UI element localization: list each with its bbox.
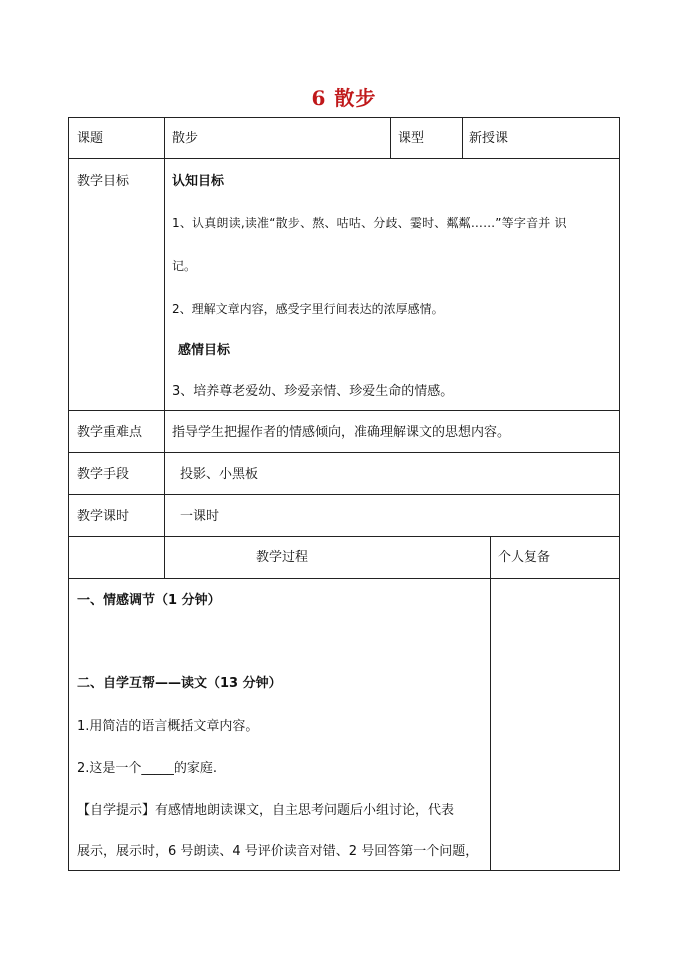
process-header: 教学过程 bbox=[256, 550, 309, 565]
section-2-heading: 二、自学互帮——读文（13 分钟） bbox=[77, 676, 282, 691]
objective-item-1: 1、认真朗读,读准“散步、熬、咕咕、分歧、霎时、粼粼……”等字音并 识 bbox=[172, 216, 567, 230]
column-divider bbox=[462, 117, 463, 159]
table-border-right bbox=[619, 117, 620, 871]
question-1: 1.用简洁的语言概括文章内容。 bbox=[77, 719, 259, 734]
row-divider bbox=[68, 578, 620, 579]
column-divider bbox=[390, 117, 391, 159]
means-value: 投影、小黑板 bbox=[180, 467, 259, 482]
label-objectives: 教学目标 bbox=[77, 174, 130, 189]
hours-value: 一课时 bbox=[180, 509, 220, 524]
self-study-hint: 【自学提示】有感情地朗读课文，自主思考问题后小组讨论，代表 bbox=[77, 803, 455, 818]
objective-item-1-cont: 记。 bbox=[172, 259, 197, 273]
type-value: 新授课 bbox=[469, 131, 509, 146]
question-2: 2.这是一个_____的家庭. bbox=[77, 761, 218, 776]
column-divider bbox=[490, 536, 491, 871]
objective-item-2: 2、理解文章内容，感受字里行间表达的浓厚感情。 bbox=[172, 302, 444, 316]
row-divider bbox=[68, 452, 620, 453]
section-1-heading: 一、情感调节（1 分钟） bbox=[77, 593, 221, 608]
row-divider bbox=[68, 494, 620, 495]
emotional-heading: 感情目标 bbox=[178, 343, 231, 358]
lesson-plan-table bbox=[68, 117, 620, 871]
key-points-value: 指导学生把握作者的情感倾向，准确理解课文的思想内容。 bbox=[172, 425, 511, 440]
cognitive-heading: 认知目标 bbox=[172, 174, 225, 189]
label-subject: 课题 bbox=[77, 131, 104, 146]
label-hours: 教学课时 bbox=[77, 509, 130, 524]
row-divider bbox=[68, 410, 620, 411]
table-border-left bbox=[68, 117, 69, 871]
label-key-points: 教学重难点 bbox=[77, 425, 143, 440]
objective-item-3: 3、培养尊老爱幼、珍爱亲情、珍爱生命的情感。 bbox=[172, 384, 454, 399]
self-study-hint-cont: 展示，展示时，6 号朗读、4 号评价读音对错、2 号回答第一个问题， bbox=[77, 844, 479, 859]
page-title: 6 散步 bbox=[311, 86, 377, 110]
row-divider bbox=[68, 536, 620, 537]
table-border-top bbox=[68, 117, 620, 118]
table-border-bottom bbox=[68, 870, 620, 871]
label-type: 课型 bbox=[398, 131, 425, 146]
subject-value: 散步 bbox=[172, 131, 199, 146]
row-divider bbox=[68, 158, 620, 159]
personal-header: 个人复备 bbox=[498, 550, 551, 565]
label-means: 教学手段 bbox=[77, 467, 130, 482]
column-divider bbox=[164, 117, 165, 578]
